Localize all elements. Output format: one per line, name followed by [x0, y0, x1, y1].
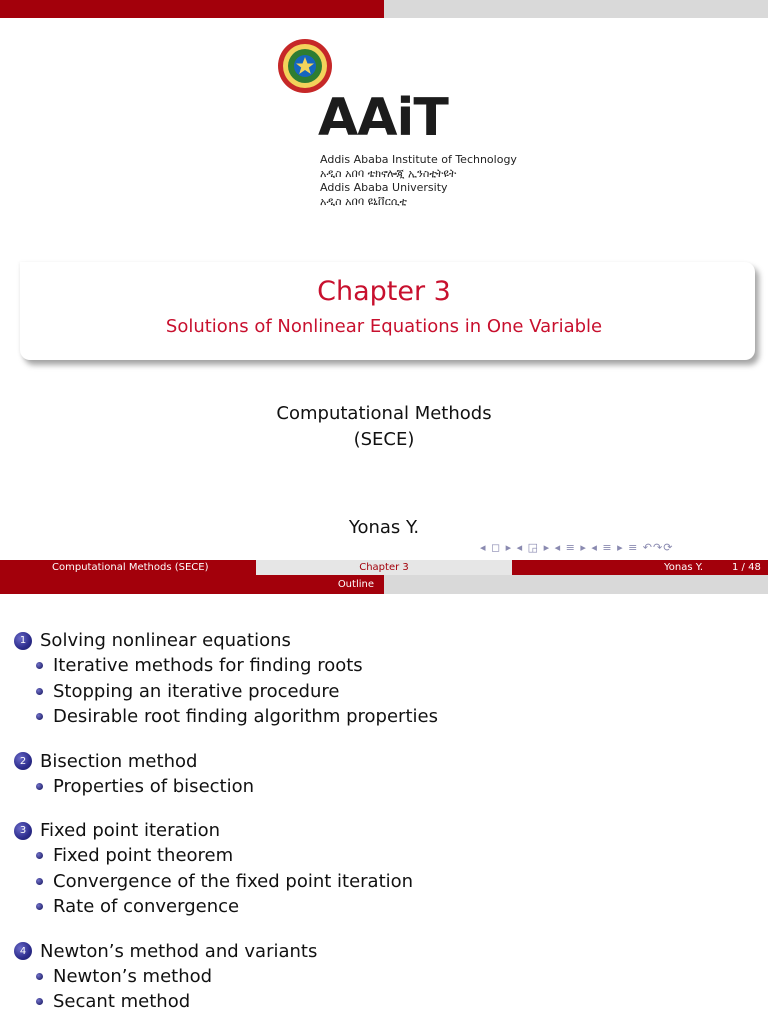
bullet-icon [36, 852, 43, 859]
bullet-icon [36, 998, 43, 1005]
section-title: Newton’s method and variants [40, 940, 318, 962]
toc-subsection[interactable] [14, 704, 754, 730]
bullet-icon [36, 662, 43, 669]
section-number-badge: 2 [14, 752, 32, 770]
aait-logo-text: AAiT [318, 88, 448, 148]
bullet-icon [36, 688, 43, 695]
section-title: Solving nonlinear equations [40, 630, 291, 651]
section-title: Fixed point iteration [40, 820, 221, 841]
toc-section[interactable] [14, 939, 754, 964]
toc-subsection[interactable] [14, 964, 754, 990]
toc-subsection[interactable] [14, 679, 754, 705]
beamer-navigation-icons[interactable]: ◂ ◻ ▸ ◂ ◲ ▸ ◂ ≡ ▸ ◂ ≡ ▸ ≡ ↶↷⟳ [480, 541, 674, 554]
institute-line: Addis Ababa Institute of Technology [320, 153, 517, 166]
bullet-icon [36, 973, 43, 980]
course-name [0, 401, 768, 453]
toc-subsection[interactable] [14, 843, 754, 869]
subsection-title: Rate of convergence [53, 896, 240, 918]
footer-course-label: Computational Methods (SECE) [52, 562, 209, 573]
toc-section[interactable] [14, 628, 754, 653]
subsection-title: Desirable root finding algorithm properties [53, 706, 438, 728]
bullet-icon [36, 713, 43, 720]
subsection-title: Convergence of the fixed point iteration [53, 870, 414, 892]
course-code: (SECE) [353, 429, 415, 450]
institute-line: አዲስ አበባ ዩኒቨርሲቲ [320, 195, 407, 208]
section-number-badge: 3 [14, 822, 32, 840]
header-bar-right [384, 0, 768, 18]
toc-subsection[interactable] [14, 894, 754, 920]
header-bar-left [0, 0, 384, 18]
footer-chapter [256, 560, 512, 575]
institute-line: አዲስ አበባ ቴክኖሎጂ ኢንስቲትዩት [320, 167, 457, 180]
toc-subsection[interactable] [14, 774, 754, 800]
toc-subsection[interactable] [14, 869, 754, 895]
university-seal-logo [277, 38, 333, 94]
footer-page-number: 1 / 48 [732, 562, 761, 573]
section-title: Bisection method [40, 750, 198, 772]
slide-subtitle: Solutions of Nonlinear Equations in One Variable [165, 316, 603, 337]
section-number-badge: 1 [14, 632, 32, 650]
institute-line: Addis Ababa University [320, 181, 448, 194]
table-of-contents [14, 628, 754, 1015]
footer-author: Yonas Y. [664, 562, 704, 573]
bullet-icon [36, 783, 43, 790]
outline-header-bar-right [384, 575, 768, 594]
bullet-icon [36, 903, 43, 910]
footer-author-page [512, 560, 768, 575]
subsection-title: Properties of bisection [53, 775, 255, 797]
subsection-title: Iterative methods for finding roots [53, 655, 363, 677]
subsection-title: Newton’s method [53, 965, 213, 987]
author-name: Yonas Y. [348, 517, 420, 538]
toc-section[interactable] [14, 818, 754, 843]
subsection-title: Stopping an iterative procedure [53, 680, 340, 702]
outline-header-label: Outline [337, 579, 374, 590]
slide-title: Chapter 3 [317, 276, 451, 307]
institute-name [320, 153, 517, 209]
toc-subsection[interactable] [14, 989, 754, 1015]
subsection-title: Fixed point theorem [53, 845, 234, 867]
toc-section[interactable] [14, 749, 754, 774]
toc-subsection[interactable] [14, 653, 754, 679]
section-number-badge: 4 [14, 942, 32, 960]
course-line: Computational Methods [276, 403, 492, 424]
bullet-icon [36, 878, 43, 885]
footer-course [0, 560, 256, 575]
subsection-title: Secant method [53, 991, 191, 1013]
footer-chapter-label: Chapter 3 [359, 562, 409, 573]
